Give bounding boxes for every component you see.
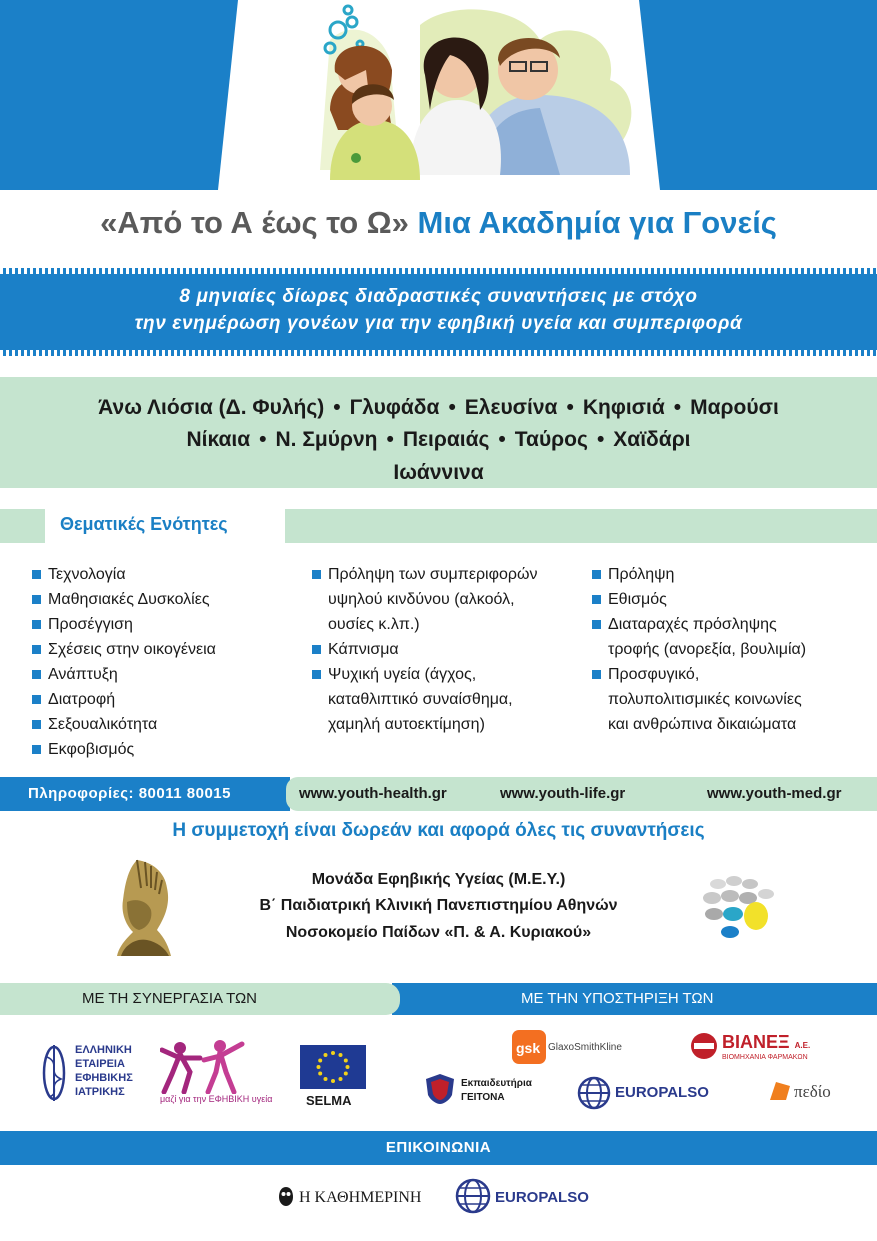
- pedio-text: πεδίο: [794, 1082, 831, 1101]
- bianex-subtext: ΒΙΟΜΗΧΑΝΙΑ ΦΑΡΜΑΚΩΝ: [722, 1054, 808, 1061]
- themes-column-3: [592, 562, 806, 737]
- theme-item-line: υψηλού κινδύνου (αλκοόλ,: [328, 591, 515, 608]
- theme-item: Μαθησιακές Δυσκολίες: [32, 587, 216, 612]
- title-quote: «Από το Α έως το Ω»: [100, 205, 409, 240]
- europalso-text: EUROPALSO: [615, 1084, 709, 1101]
- theme-item-line: και ανθρώπινα δικαιώματα: [608, 716, 797, 733]
- themes-column-1: [32, 562, 216, 762]
- location: Ν. Σμύρνη: [275, 428, 378, 451]
- partners-bar: [0, 983, 877, 1015]
- website-link-youth-life[interactable]: www.youth-life.gr: [500, 785, 626, 802]
- eefi-text: μαζί για την ΕΦΗΒΙΚΗ υγεία: [160, 1094, 273, 1104]
- eefi-logo: [160, 1038, 285, 1108]
- gsk-logo: [512, 1030, 647, 1070]
- separator: •: [386, 428, 394, 451]
- separator: •: [333, 396, 341, 419]
- theme-item: [592, 612, 806, 662]
- caduceus-icon: [35, 1043, 73, 1103]
- locations-box: [0, 377, 877, 488]
- eee-line: ΕΛΛΗΝΙΚΗ: [75, 1044, 132, 1056]
- title-academy: Μια Ακαδημία για Γονείς: [417, 205, 777, 240]
- selma-text: SELMA: [306, 1093, 352, 1108]
- location: Νίκαια: [186, 428, 251, 451]
- theme-item: [592, 662, 806, 737]
- themes-column-2: [312, 562, 537, 737]
- theme-item: Προσέγγιση: [32, 612, 216, 637]
- geitona-line: Εκπαιδευτήρια: [461, 1078, 532, 1089]
- stripe-top: [0, 268, 877, 274]
- geitona-line: ΓΕΙΤΟΝΑ: [461, 1092, 505, 1103]
- theme-item: Εκφοβισμός: [32, 737, 216, 762]
- support-label: ΜΕ ΤΗΝ ΥΠΟΣΤΗΡΙΞΗ ΤΩΝ: [521, 990, 714, 1007]
- header-illustration: [0, 0, 877, 190]
- gsk-text: GlaxoSmithKline: [548, 1042, 622, 1053]
- theme-item: Τεχνολογία: [32, 562, 216, 587]
- petals-icon: [700, 874, 780, 944]
- theme-item-line: Προσφυγικό,: [608, 666, 700, 683]
- globe-icon: [577, 1076, 611, 1110]
- locations-row-3: Ιωάννινα: [393, 461, 484, 484]
- theme-item: [592, 562, 806, 587]
- europalso-contact-logo: [455, 1178, 625, 1218]
- theme-item-line: Κάπνισμα: [328, 641, 399, 658]
- pedio-icon: [768, 1078, 792, 1102]
- info-phone: Πληροφορίες: 80011 80015: [28, 785, 231, 802]
- eee-line: ΙΑΤΡΙΚΗΣ: [75, 1086, 125, 1098]
- theme-item-line: Διαταραχές πρόσληψης: [608, 616, 777, 633]
- location: Ελευσίνα: [464, 396, 558, 419]
- theme-item: Σεξουαλικότητα: [32, 712, 216, 737]
- contact-bar: [0, 1131, 877, 1165]
- location: Άνω Λιόσια (Δ. Φυλής): [98, 396, 325, 419]
- theme-item: Ανάπτυξη: [32, 662, 216, 687]
- theme-item-line: Ψυχική υγεία (άγχος,: [328, 666, 477, 683]
- eee-line: ΕΤΑΙΡΕΙΑ: [75, 1058, 125, 1070]
- bianex-name: ΒΙΑΝΕΞ: [722, 1032, 790, 1052]
- bianex-suffix: Α.Ε.: [794, 1041, 811, 1050]
- location: Χαϊδάρι: [613, 428, 691, 451]
- location: Μαρούσι: [690, 396, 779, 419]
- location: Ταύρος: [514, 428, 588, 451]
- eu-flag-icon: [300, 1045, 366, 1089]
- athena-logo: [107, 858, 177, 962]
- separator: •: [498, 428, 506, 451]
- theme-item-line: ουσίες κ.λπ.): [328, 616, 420, 633]
- europalso-contact-text: EUROPALSO: [495, 1189, 589, 1206]
- separator: •: [566, 396, 574, 419]
- theme-item-line: χαμηλή αυτοεκτίμηση): [328, 716, 485, 733]
- kathimerini-text: Η ΚΑΘΗΜΕΡΙΝΗ: [299, 1189, 422, 1206]
- theme-item: [592, 587, 806, 612]
- separator: •: [259, 428, 267, 451]
- athena-icon: [107, 858, 177, 958]
- theme-item: [312, 637, 537, 662]
- theme-item-line: Πρόληψη των συμπεριφορών: [328, 566, 538, 583]
- gsk-icon: [512, 1030, 546, 1064]
- eee-logo: [35, 1043, 135, 1103]
- dancers-icon: [160, 1038, 250, 1094]
- shield-icon: [425, 1073, 455, 1105]
- contact-label: ΕΠΙΚΟΙΝΩΝΙΑ: [385, 1139, 492, 1156]
- owl-icon: [277, 1185, 295, 1207]
- themes-heading: Θεματικές Ενότητες: [60, 514, 228, 534]
- kathimerini-logo: [277, 1185, 437, 1215]
- page-title: [0, 205, 877, 241]
- organizer-line-3: Νοσοκομείο Παίδων «Π. & Α. Κυριακού»: [285, 924, 592, 941]
- globe-icon: [455, 1178, 491, 1214]
- subtitle-line-1: 8 μηνιαίες δίωρες διαδραστικές συναντήσεις με στόχο: [179, 286, 698, 307]
- geitona-text: [461, 1077, 532, 1105]
- unit-logo: [700, 874, 780, 948]
- theme-item-line: Εθισμός: [608, 591, 667, 608]
- geitona-logo: [425, 1073, 535, 1113]
- bianex-logo: [690, 1032, 840, 1077]
- theme-item: [312, 562, 537, 637]
- theme-item-line: πολυπολιτισμικές κοινωνίες: [608, 691, 802, 708]
- bianex-icon: [690, 1032, 718, 1060]
- organizer-line-1: Μονάδα Εφηβικής Υγείας (Μ.Ε.Υ.): [311, 871, 566, 888]
- family-illustration: [0, 0, 877, 190]
- location: Πειραιάς: [402, 428, 490, 451]
- website-link-youth-med[interactable]: www.youth-med.gr: [707, 785, 842, 802]
- separator: •: [673, 396, 682, 419]
- stripe-bottom: [0, 350, 877, 356]
- theme-item: Σχέσεις στην οικογένεια: [32, 637, 216, 662]
- separator: •: [448, 396, 456, 419]
- themes-header-bar: [0, 509, 877, 543]
- theme-item: [312, 662, 537, 737]
- pedio-logo: [768, 1078, 848, 1108]
- location: Κηφισιά: [582, 396, 665, 419]
- locations-row-1: [0, 396, 877, 420]
- theme-item-line: Πρόληψη: [608, 566, 675, 583]
- bianex-text: [722, 1032, 810, 1053]
- theme-item-line: καταθλιπτικό συναίσθημα,: [328, 691, 513, 708]
- theme-item-line: τροφής (ανορεξία, βουλιμία): [608, 641, 807, 658]
- locations-row-2: [0, 428, 877, 452]
- subtitle-line-2: την ενημέρωση γονέων για την εφηβική υγεία και συμπεριφορά: [134, 313, 743, 334]
- eee-text: [75, 1043, 133, 1099]
- free-participation-notice: Η συμμετοχή είναι δωρεάν και αφορά όλες τις συναντήσεις: [172, 820, 705, 841]
- gsk-mark-text: gsk: [516, 1040, 541, 1056]
- collaboration-label: ΜΕ ΤΗ ΣΥΝΕΡΓΑΣΙΑ ΤΩΝ: [82, 990, 258, 1007]
- selma-logo: [300, 1045, 370, 1110]
- subtitle-banner: [0, 268, 877, 356]
- info-bar: [0, 777, 877, 811]
- eee-line: ΕΦΗΒΙΚΗΣ: [75, 1072, 133, 1084]
- website-link-youth-health[interactable]: www.youth-health.gr: [299, 785, 447, 802]
- separator: •: [596, 428, 605, 451]
- theme-item: Διατροφή: [32, 687, 216, 712]
- europalso-logo: [577, 1076, 742, 1112]
- location: Γλυφάδα: [349, 396, 440, 419]
- organizer-line-2: Β΄ Παιδιατρική Κλινική Πανεπιστημίου Αθηνών: [259, 897, 618, 914]
